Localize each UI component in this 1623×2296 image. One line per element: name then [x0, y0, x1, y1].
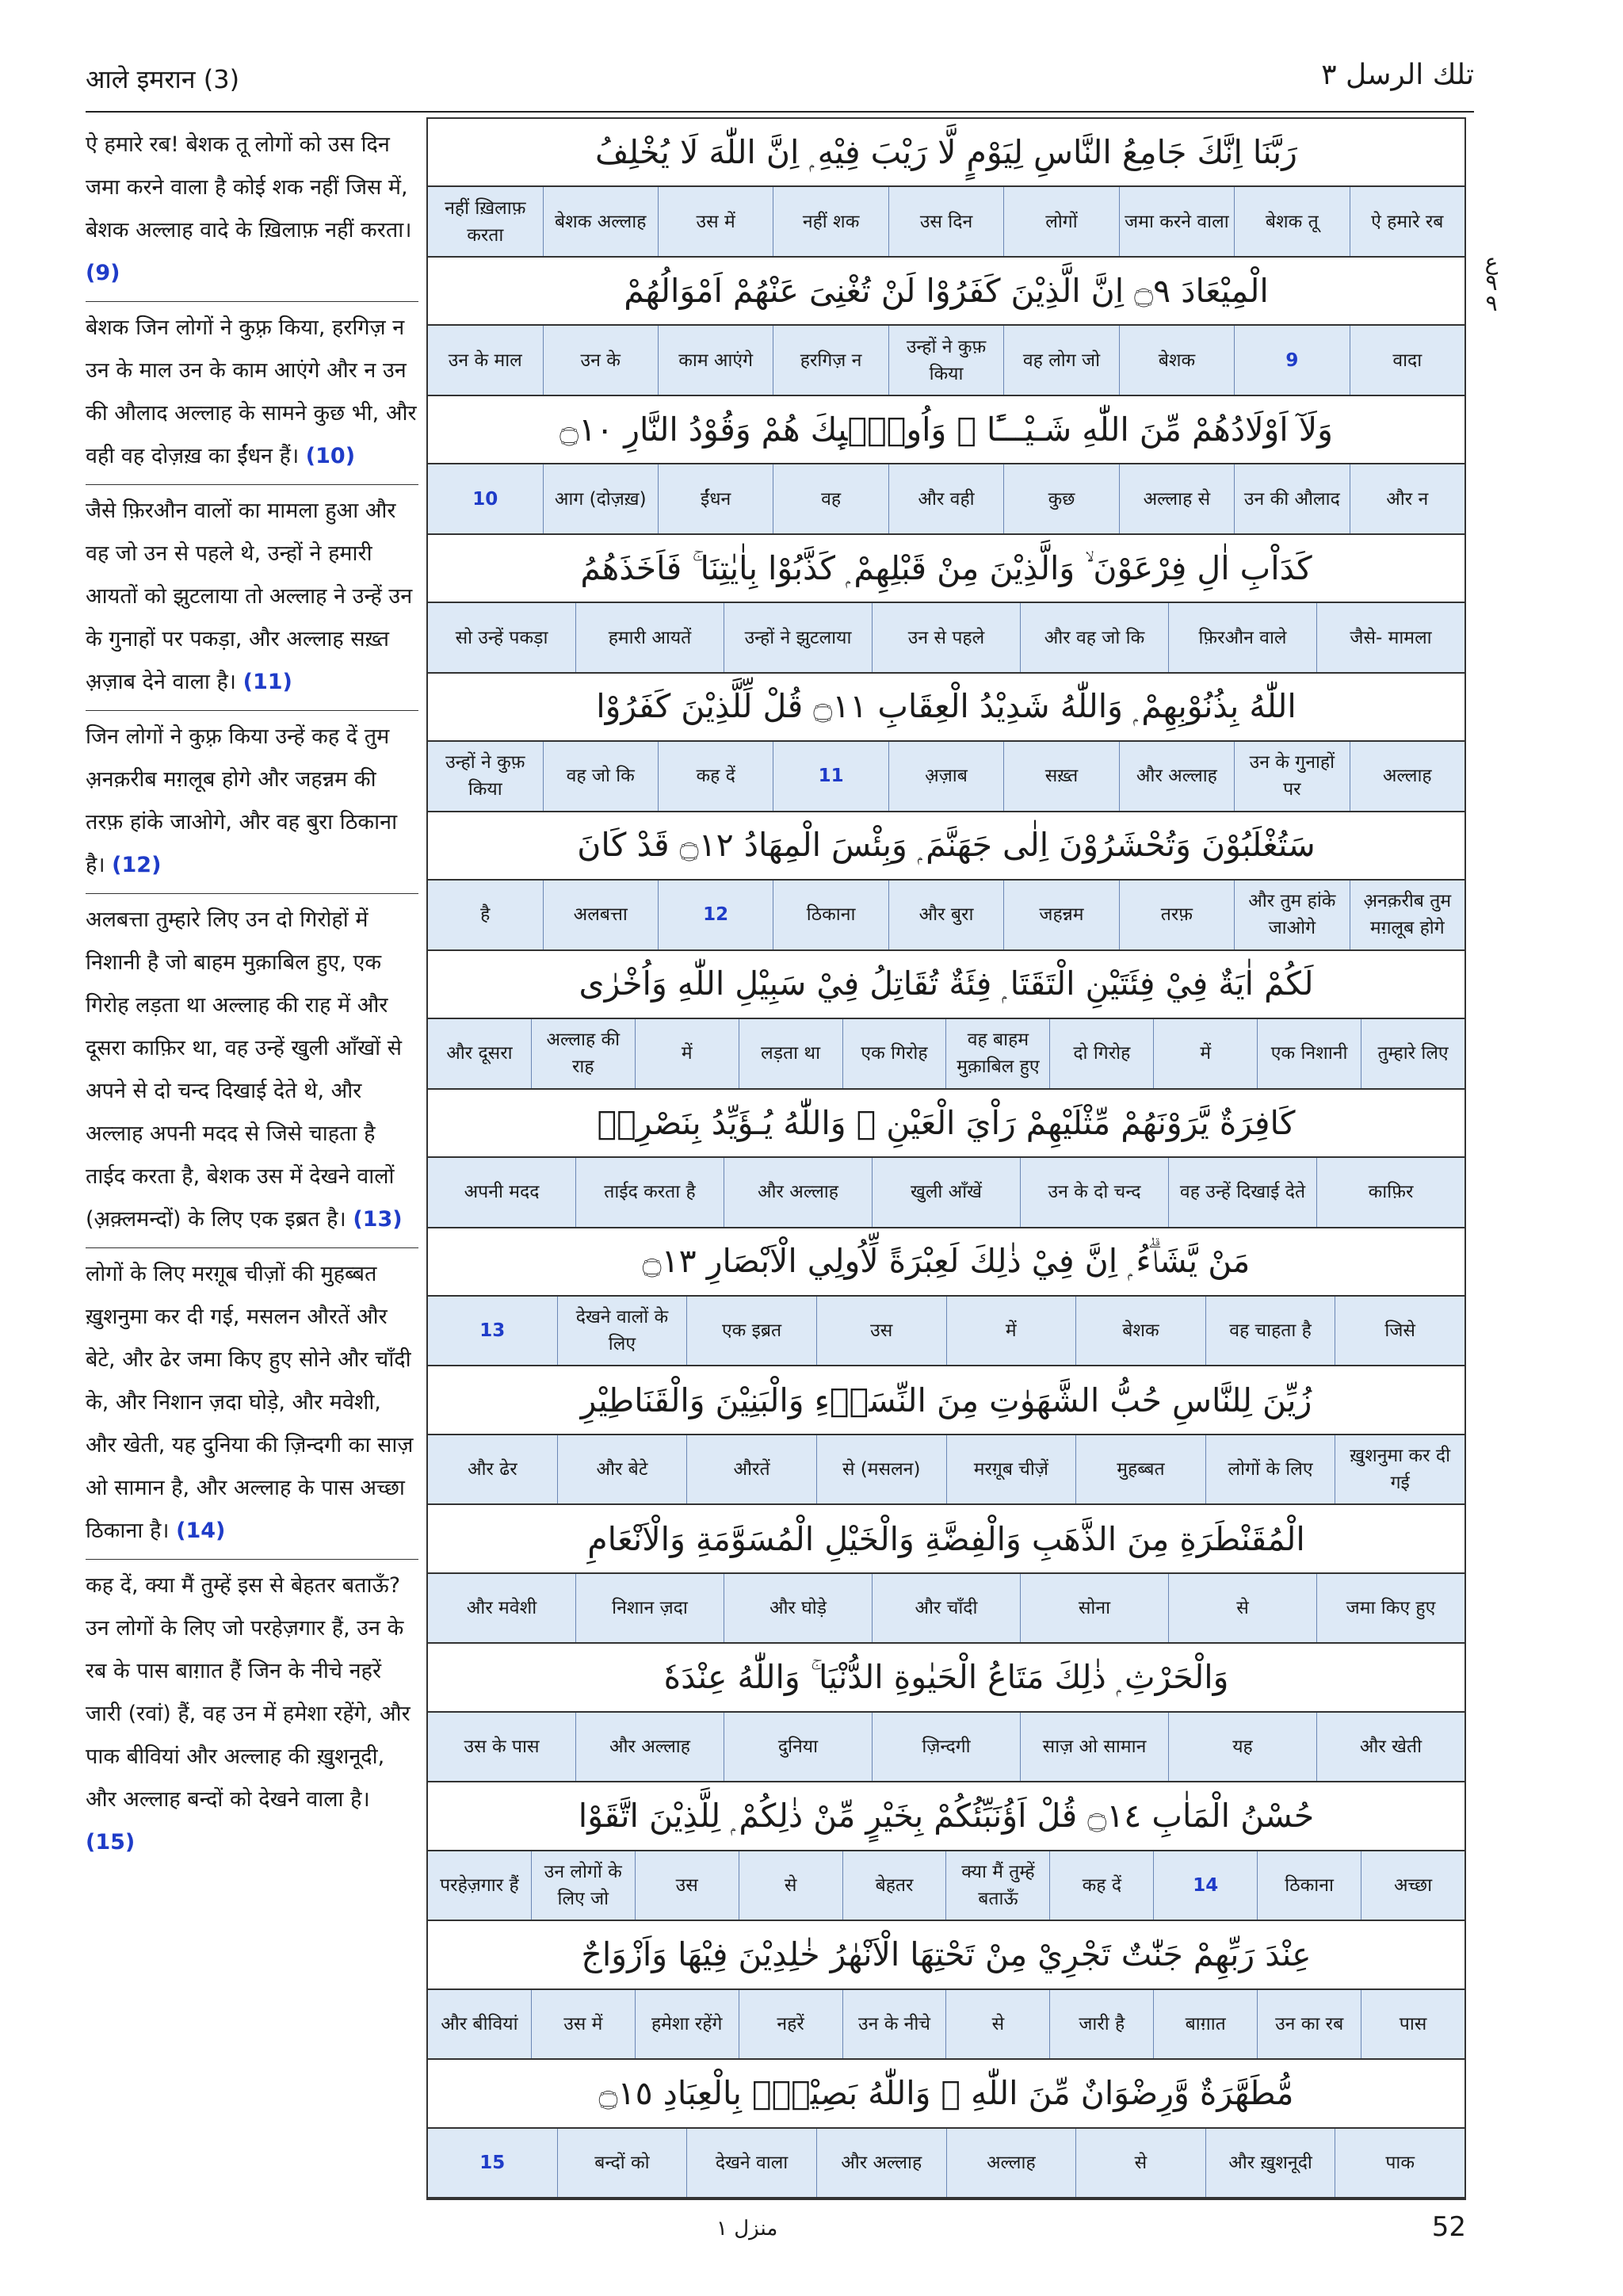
gloss-cell: खुली आँखें: [872, 1158, 1020, 1226]
gloss-cell: अल्लाह: [946, 2129, 1076, 2197]
gloss-row: [428, 185, 1465, 255]
gloss-cell: और घोड़े: [724, 1574, 872, 1642]
gloss-cell: उन के नीचे: [842, 1990, 946, 2058]
verse-number: (14): [176, 1519, 226, 1543]
gloss-cell: और खेती: [1316, 1713, 1465, 1781]
gloss-cell: देखने वाला: [686, 2129, 816, 2197]
gloss-row: [428, 879, 1465, 949]
gloss-row: [428, 324, 1465, 394]
gloss-cell: नहरें: [739, 1990, 842, 2058]
gloss-cell: उन्हों ने झुटलाया: [724, 603, 872, 671]
gloss-cell: बेशक: [1075, 1297, 1205, 1365]
gloss-row: [428, 1988, 1465, 2058]
gloss-cell: कह दें: [658, 742, 773, 810]
gloss-cell: 15: [479, 2152, 506, 2173]
gloss-cell: ऐ हमारे रब: [1350, 187, 1465, 255]
gloss-cell: बन्दों को: [557, 2129, 687, 2197]
footer-divider: [426, 2199, 1466, 2200]
gloss-row: [428, 602, 1465, 671]
gloss-cell: से (मसलन): [816, 1435, 946, 1503]
gloss-cell: एक गिरोह: [842, 1019, 946, 1087]
gloss-cell: यह: [1168, 1713, 1316, 1781]
gloss-cell: है: [480, 904, 491, 926]
translation-column: [86, 124, 418, 1875]
gloss-cell: बेशक तू: [1234, 187, 1349, 255]
verse-number: (9): [86, 261, 120, 285]
gloss-cell: आग (दोज़ख़): [543, 464, 658, 533]
gloss-cell: सो उन्हें पकड़ा: [455, 627, 548, 648]
gloss-cell: अल्लाह की राह: [531, 1019, 635, 1087]
gloss-cell: कह दें: [1049, 1851, 1153, 1920]
gloss-cell: से: [1075, 2129, 1205, 2197]
gloss-cell: बेहतर: [842, 1851, 946, 1920]
gloss-cell: में: [1153, 1019, 1257, 1087]
arabic-verse-line: رَبَّنَا اِنَّكَ جَامِعُ النَّاسِ لِيَوْمٍ لَّا رَيْبَ فِيْهِ ۭ اِنَّ اللّٰهَ لَا يُخْلِفُ: [595, 132, 1297, 171]
verse-number: (12): [112, 853, 162, 877]
gloss-cell: ज़िन्दगी: [872, 1713, 1020, 1781]
gloss-cell: निशान ज़दा: [575, 1574, 724, 1642]
gloss-cell: ठिकाना: [773, 881, 888, 949]
gloss-cell: उन से पहले: [872, 603, 1020, 671]
verse-number: (10): [305, 444, 356, 468]
gloss-cell: और न: [1350, 464, 1465, 533]
gloss-cell: पास: [1361, 1990, 1465, 2058]
gloss-cell: सख़्त: [1003, 742, 1118, 810]
gloss-cell: वह लोग जो: [1003, 326, 1118, 394]
header-surah-name: आले इमरान (3): [86, 64, 240, 94]
gloss-cell: तुम्हारे लिए: [1361, 1019, 1465, 1087]
gloss-cell: और बीवियां: [441, 2013, 518, 2034]
gloss-cell: लोगों के लिए: [1205, 1435, 1335, 1503]
gloss-cell: फ़िरऔन वाले: [1168, 603, 1316, 671]
manzil-label: منزل ١: [716, 2217, 778, 2241]
arabic-verse-line: اللّٰهُ بِذُنُوْبِهِمْ ۭ وَاللّٰهُ شَدِيْدُ الْعِقَابِ ۝١١ قُلْ لِّلَّذِيْنَ كَفَرُوْا: [428, 672, 1465, 740]
gloss-cell: अल्लाह: [1350, 742, 1465, 810]
gloss-cell: उस के पास: [464, 1736, 540, 1758]
gloss-cell: नहीं ख़िलाफ़ करता: [445, 197, 526, 246]
gloss-row: [428, 1295, 1465, 1365]
gloss-cell: वह चाहता है: [1205, 1297, 1335, 1365]
gloss-row: [428, 740, 1465, 810]
translation-text: बेशक जिन लोगों ने कुफ़्र किया, हरगिज़ न उन के माल उन के काम आएंगे और न उन की औलाद अल्लाह के सामने कुछ भी, और वही वह दोज़ख़ का ईंधन हैं।: [86, 315, 417, 468]
word-by-word-grid: [426, 117, 1466, 2199]
gloss-cell: देखने वालों के लिए: [557, 1297, 687, 1365]
gloss-cell: ताईद करता है: [575, 1158, 724, 1226]
gloss-row: [428, 1850, 1465, 1920]
gloss-cell: हमेशा रहेंगे: [635, 1990, 739, 2058]
gloss-cell: अच्छा: [1361, 1851, 1465, 1920]
gloss-cell: वह जो कि: [543, 742, 658, 810]
arabic-verse-line: مُّطَهَّرَةٌ وَّرِضْوَانٌ مِّنَ اللّٰهِ ۭ وَاللّٰهُ بَصِيْرٌۢ بِالْعِبَادِ ۝١٥: [428, 2058, 1465, 2126]
gloss-cell: से: [945, 1990, 1049, 2058]
gloss-cell: दुनिया: [724, 1713, 872, 1781]
gloss-cell: और ख़ुशनूदी: [1205, 2129, 1335, 2197]
translation-text: अलबत्ता तुम्हारे लिए उन दो गिरोहों में निशानी है जो बाहम मुक़ाबिल हुए, एक गिरोह लड़ता था अल्लाह की राह में और दूसरा काफ़िर था, वह उन्हें खुली आँखों से अपने से दो चन्द दिखाई देते थे, और अल्लाह अपनी मदद से जिसे चाहता है ताईद करता है, बेशक उस में देखने वालों (अ़क़्लमन्दों) के लिए एक इब्रत है।: [86, 907, 402, 1232]
gloss-cell: और चाँदी: [872, 1574, 1020, 1642]
gloss-cell: उन की औलाद: [1234, 464, 1349, 533]
verse-number: (11): [242, 670, 292, 694]
gloss-cell: हमारी आयतें: [575, 603, 724, 671]
gloss-cell: लोगों: [1003, 187, 1118, 255]
gloss-cell: हरगिज़ न: [773, 326, 888, 394]
gloss-cell: उस दिन: [888, 187, 1003, 255]
gloss-cell: साज़ ओ सामान: [1020, 1713, 1168, 1781]
arabic-verse-line: زُيِّنَ لِلنَّاسِ حُبُّ الشَّهَوٰتِ مِنَ النِّسَاۗءِ وَالْبَنِيْنَ وَالْقَنَاطِيْرِ: [428, 1365, 1465, 1433]
header-divider: [86, 111, 1474, 113]
translation-text: लोगों के लिए मरग़ूब चीज़ों की मुहब्बत ख़ुशनुमा कर दी गई, मसलन औरतें और बेटे, और ढेर जमा किए हुए सोने और चाँदी के, और निशान ज़दा घोड़े, और मवेशी, और खेती, यह दुनिया की ज़िन्दगी का साज़ ओ सामान है, और अल्लाह के पास अच्छा ठिकाना है।: [86, 1262, 414, 1543]
translation-text: ऐ हमारे रब! बेशक तू लोगों को उस दिन जमा करने वाला है कोई शक नहीं जिस में, बेशक अल्लाह वादे के ख़िलाफ़ नहीं करता।: [86, 132, 412, 243]
arabic-verse-line: الْمِيْعَادَ ۝٩ اِنَّ الَّذِيْنَ كَفَرُوْا لَنْ تُغْنِىَ عَنْهُمْ اَمْوَالُهُمْ: [428, 256, 1465, 324]
gloss-cell: सोना: [1020, 1574, 1168, 1642]
gloss-cell: वादा: [1350, 326, 1465, 394]
gloss-row: [428, 1018, 1465, 1087]
translation-paragraph: [86, 899, 418, 1248]
gloss-cell: बाग़ात: [1153, 1990, 1257, 2058]
arabic-verse-line: لَكُمْ اٰيَةٌ فِيْ فِئَتَيْنِ الْتَقَتَا ۭ فِئَةٌ تُقَاتِلُ فِيْ سَبِيْلِ اللّٰهِ وَاُخْرٰى: [428, 949, 1465, 1018]
gloss-cell: तरफ़: [1119, 881, 1234, 949]
gloss-cell: जमा करने वाला: [1119, 187, 1234, 255]
arabic-verse-line: وَلَآ اَوْلَادُھُمْ مِّنَ اللّٰهِ شَـيْـــًٔا ۭ وَاُولٰۗىِٕكَ ھُمْ وَقُوْدُ النَّارِ ۝١٠: [428, 395, 1465, 463]
gloss-cell: वह उन्हें दिखाई देते: [1168, 1158, 1316, 1226]
ruku-marker: [1476, 249, 1507, 316]
translation-paragraph: [86, 716, 418, 894]
gloss-cell: और अल्लाह: [724, 1158, 872, 1226]
arabic-verse-line: كَافِرَةٌ يَّرَوْنَھُمْ مِّثْلَيْهِمْ رَاْيَ الْعَيْنِ ۭ وَاللّٰهُ يُـؤَيِّدُ بِنَصْرِهٖ: [428, 1088, 1465, 1156]
gloss-cell: उन के: [543, 326, 658, 394]
gloss-row: [428, 1434, 1465, 1503]
gloss-cell: उन्हों ने कुफ़ किया: [888, 326, 1003, 394]
gloss-cell: से: [739, 1851, 842, 1920]
gloss-cell: और बुरा: [888, 881, 1003, 949]
gloss-cell: बेशक अल्लाह: [543, 187, 658, 255]
gloss-row: [428, 463, 1465, 533]
gloss-cell: जैसे- मामला: [1316, 603, 1465, 671]
gloss-cell: लड़ता था: [739, 1019, 842, 1087]
gloss-cell: उन लोगों के लिए जो: [531, 1851, 635, 1920]
arabic-verse-line: وَالْحَرْثِ ۭ ذٰلِكَ مَتَاعُ الْحَيٰوةِ الدُّنْيَا ۚ وَاللّٰهُ عِنْدَهٗ: [428, 1642, 1465, 1710]
gloss-row: [428, 1572, 1465, 1642]
gloss-cell: कुछ: [1003, 464, 1118, 533]
gloss-cell: क्या मैं तुम्हें बताऊँ: [945, 1851, 1049, 1920]
gloss-cell: उस में: [658, 187, 773, 255]
gloss-cell: अपनी मदद: [464, 1182, 540, 1203]
gloss-row: [428, 1711, 1465, 1781]
translation-paragraph: [86, 307, 418, 485]
gloss-cell: नहीं शक: [773, 187, 888, 255]
gloss-cell: एक इब्रत: [686, 1297, 816, 1365]
gloss-cell: अल्लाह से: [1119, 464, 1234, 533]
gloss-cell: अ़ज़ाब: [888, 742, 1003, 810]
translation-paragraph: [86, 124, 418, 302]
gloss-cell: अ़नक़रीब तुम मग़लूब होगे: [1350, 881, 1465, 949]
verse-number: (15): [86, 1830, 136, 1855]
gloss-cell: और बेटे: [557, 1435, 687, 1503]
gloss-cell: और दूसरा: [446, 1043, 513, 1064]
gloss-cell: परहेज़गार हैं: [440, 1874, 519, 1896]
gloss-cell: ठिकाना: [1257, 1851, 1361, 1920]
gloss-cell: पाक: [1335, 2129, 1465, 2197]
gloss-cell: उन का रब: [1257, 1990, 1361, 2058]
gloss-cell: मरग़ूब चीज़ें: [946, 1435, 1076, 1503]
gloss-cell: एक निशानी: [1257, 1019, 1361, 1087]
arabic-verse-line: كَدَاْبِ اٰلِ فِرْعَوْنَ ۙ وَالَّذِيْنَ مِنْ قَبْلِهِمْ ۭ كَذَّبُوْا بِاٰيٰتِنَا ۚ فَاَخَذَھُمُ: [428, 533, 1465, 602]
gloss-cell: 12: [658, 881, 773, 949]
gloss-cell: 13: [479, 1320, 506, 1342]
gloss-cell: ख़ुशनुमा कर दी गई: [1335, 1435, 1465, 1503]
translation-paragraph: [86, 490, 418, 711]
gloss-cell: उस में: [531, 1990, 635, 2058]
verse-number: (13): [353, 1207, 403, 1232]
header-juz-name: تلك الرسل ٣: [1321, 59, 1474, 91]
ruku-number: ٩: [1485, 290, 1498, 316]
translation-paragraph: [86, 1253, 418, 1560]
gloss-cell: 11: [773, 742, 888, 810]
gloss-cell: और तुम हांके जाओगे: [1234, 881, 1349, 949]
translation-paragraph: [86, 1564, 418, 1870]
gloss-cell: मुहब्बत: [1075, 1435, 1205, 1503]
gloss-cell: ईंधन: [658, 464, 773, 533]
page-number: 52: [1431, 2211, 1466, 2243]
gloss-cell: और अल्लाह: [1119, 742, 1234, 810]
arabic-verse-line: حُسْنُ الْمَاٰبِ ۝١٤ قُلْ اَؤُنَبِّئُكُمْ بِخَيْرٍ مِّنْ ذٰلِكُمْ ۭ لِلَّذِيْنَ اتَّقَوْا: [428, 1781, 1465, 1849]
gloss-cell: जमा किए हुए: [1316, 1574, 1465, 1642]
translation-text: जैसे फ़िरऔन वालों का मामला हुआ और वह जो उन से पहले थे, उन्हों ने हमारी आयतों को झुटलाया तो अल्लाह ने उन्हें उन के गुनाहों पर पकड़ा, और अल्लाह सख़्त अ़ज़ाब देने वाला है।: [86, 499, 413, 694]
gloss-cell: उन के माल: [448, 350, 522, 371]
gloss-cell: उस: [635, 1851, 739, 1920]
gloss-cell: जहन्नम: [1003, 881, 1118, 949]
gloss-row: [428, 2127, 1465, 2197]
gloss-cell: और अल्लाह: [575, 1713, 724, 1781]
gloss-cell: उन्हों ने कुफ़ किया: [445, 752, 525, 800]
gloss-cell: उन के दो चन्द: [1020, 1158, 1168, 1226]
arabic-verse-line: عِنْدَ رَبِّهِمْ جَنّٰتٌ تَجْرِيْ مِنْ تَحْتِهَا الْاَنْهٰرُ خٰلِدِيْنَ فِيْهَا وَاَزْوَاجٌ: [428, 1920, 1465, 1988]
gloss-cell: और वह जो कि: [1020, 603, 1168, 671]
gloss-cell: और मवेशी: [466, 1598, 537, 1619]
gloss-cell: बेशक: [1119, 326, 1234, 394]
arabic-verse-line: الْمُقَنْطَرَةِ مِنَ الذَّهَبِ وَالْفِضَّةِ وَالْخَيْلِ الْمُسَوَّمَةِ وَالْاَنْعَامِ: [428, 1503, 1465, 1572]
gloss-cell: से: [1168, 1574, 1316, 1642]
gloss-cell: औरतें: [686, 1435, 816, 1503]
arabic-verse-line: مَنْ يَّشَاۗءُ ۭ اِنَّ فِيْ ذٰلِكَ لَعِبْرَةً لِّاُولِي الْاَبْصَارِ ۝١٣: [428, 1227, 1465, 1295]
gloss-row: [428, 1156, 1465, 1226]
gloss-cell: और वही: [888, 464, 1003, 533]
gloss-cell: उस: [816, 1297, 946, 1365]
gloss-cell: दो गिरोह: [1049, 1019, 1153, 1087]
gloss-cell: वह: [773, 464, 888, 533]
gloss-cell: जारी है: [1049, 1990, 1153, 2058]
gloss-cell: में: [635, 1019, 739, 1087]
gloss-cell: काम आएंगे: [658, 326, 773, 394]
gloss-cell: और ढेर: [468, 1459, 517, 1480]
gloss-cell: 10: [472, 488, 498, 510]
gloss-cell: जिसे: [1335, 1297, 1465, 1365]
gloss-cell: और अल्लाह: [816, 2129, 946, 2197]
arabic-verse-line: سَتُغْلَبُوْنَ وَتُحْشَرُوْنَ اِلٰى جَهَنَّمَ ۭ وَبِئْسَ الْمِهَادُ ۝١٢ قَدْ كَانَ: [428, 811, 1465, 879]
gloss-cell: 14: [1153, 1851, 1257, 1920]
translation-text: जिन लोगों ने कुफ़्र किया उन्हें कह दें तुम अ़नक़रीब मग़लूब होगे और जहन्नम की तरफ़ हांके जाओगे, और वह बुरा ठिकाना है।: [86, 724, 398, 877]
gloss-cell: में: [946, 1297, 1076, 1365]
ruku-sign: ع: [1484, 249, 1499, 275]
gloss-cell: वह बाहम मुक़ाबिल हुए: [945, 1019, 1049, 1087]
gloss-cell: 9: [1234, 326, 1349, 394]
translation-text: कह दें, क्या मैं तुम्हें इस से बेहतर बताऊँ? उन लोगों के लिए जो परहेज़गार हैं, उन के रब के पास बाग़ात हैं जिन के नीचे नहरें जारी (रवां) हैं, वह उन में हमेशा रहेंगे, और पाक बीवियां और अल्लाह की ख़ुशनूदी, और अल्लाह बन्दों को देखने वाला है।: [86, 1573, 411, 1812]
gloss-cell: उन के गुनाहों पर: [1234, 742, 1349, 810]
gloss-cell: अलबत्ता: [543, 881, 658, 949]
ruku-number: ٩: [1485, 269, 1498, 296]
gloss-cell: काफ़िर: [1316, 1158, 1465, 1226]
